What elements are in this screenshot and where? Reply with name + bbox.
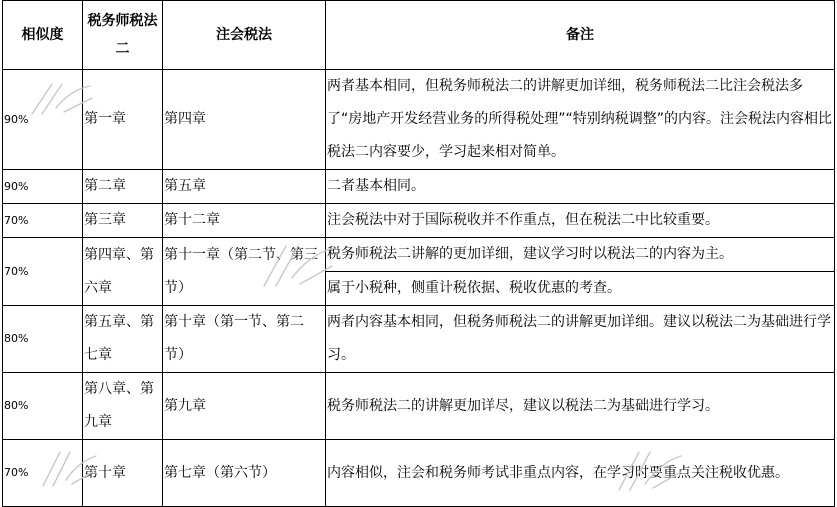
tax-law-2-chapter-cell: 第五章、第七章 xyxy=(83,306,163,373)
table-row xyxy=(3,170,835,204)
note-cell-secondary: 属于小税种，侧重计税依据、税收优惠的考查。 xyxy=(326,272,835,306)
tax-law-2-chapter-cell: 第十章 xyxy=(83,440,163,507)
note-cell: 内容相似，注会和税务师考试非重点内容，在学习时要重点关注税收优惠。 xyxy=(326,440,835,507)
table-row xyxy=(3,238,835,272)
table-row xyxy=(3,204,835,238)
header-cpa-tax-law: 注会税法 xyxy=(163,1,326,70)
header-row xyxy=(3,1,835,70)
note-cell: 税务师税法二讲解的更加详细，建议学习时以税法二的内容为主。 xyxy=(326,238,835,272)
header-similarity: 相似度 xyxy=(3,1,83,70)
header-tax-law-2: 税务师税法二 xyxy=(83,1,163,70)
table-row xyxy=(3,70,835,170)
cpa-tax-law-chapter-cell: 第四章 xyxy=(163,70,326,170)
note-cell: 注会税法中对于国际税收并不作重点，但在税法二中比较重要。 xyxy=(326,204,835,238)
cpa-tax-law-chapter-cell: 第五章 xyxy=(163,170,326,204)
similarity-cell: 70% xyxy=(3,204,83,238)
tax-law-2-chapter-cell: 第八章、第九章 xyxy=(83,373,163,440)
similarity-cell: 70% xyxy=(3,440,83,507)
header-notes: 备注 xyxy=(326,1,835,70)
similarity-cell: 90% xyxy=(3,170,83,204)
note-cell: 二者基本相同。 xyxy=(326,170,835,204)
note-cell: 税务师税法二的讲解更加详尽，建议以税法二为基础进行学习。 xyxy=(326,373,835,440)
comparison-table xyxy=(2,0,835,507)
tax-law-2-chapter-cell: 第三章 xyxy=(83,204,163,238)
table-row xyxy=(3,373,835,440)
cpa-tax-law-chapter-cell: 第七章（第六节） xyxy=(163,440,326,507)
cpa-tax-law-chapter-cell: 第十二章 xyxy=(163,204,326,238)
tax-law-2-chapter-cell: 第四章、第六章 xyxy=(83,238,163,306)
cpa-tax-law-chapter-cell: 第九章 xyxy=(163,373,326,440)
tax-law-2-chapter-cell: 第一章 xyxy=(83,70,163,170)
table-row xyxy=(3,440,835,507)
similarity-cell: 80% xyxy=(3,306,83,373)
similarity-cell: 70% xyxy=(3,238,83,306)
cpa-tax-law-chapter-cell: 第十章（第一节、第二节） xyxy=(163,306,326,373)
note-cell: 两者内容基本相同，但税务师税法二的讲解更加详细。建议以税法二为基础进行学习。 xyxy=(326,306,835,373)
note-cell: 两者基本相同，但税务师税法二的讲解更加详细，税务师税法二比注会税法多了“房地产开发经营业务的所得税处理”“特别纳税调整”的内容。注会税法内容相比税法二内容要少，学习起来相对简单。 xyxy=(326,70,835,170)
similarity-cell: 80% xyxy=(3,373,83,440)
similarity-cell: 90% xyxy=(3,70,83,170)
cpa-tax-law-chapter-cell: 第十一章（第二节、第三节） xyxy=(163,238,326,306)
tax-law-2-chapter-cell: 第二章 xyxy=(83,170,163,204)
table-row xyxy=(3,306,835,373)
